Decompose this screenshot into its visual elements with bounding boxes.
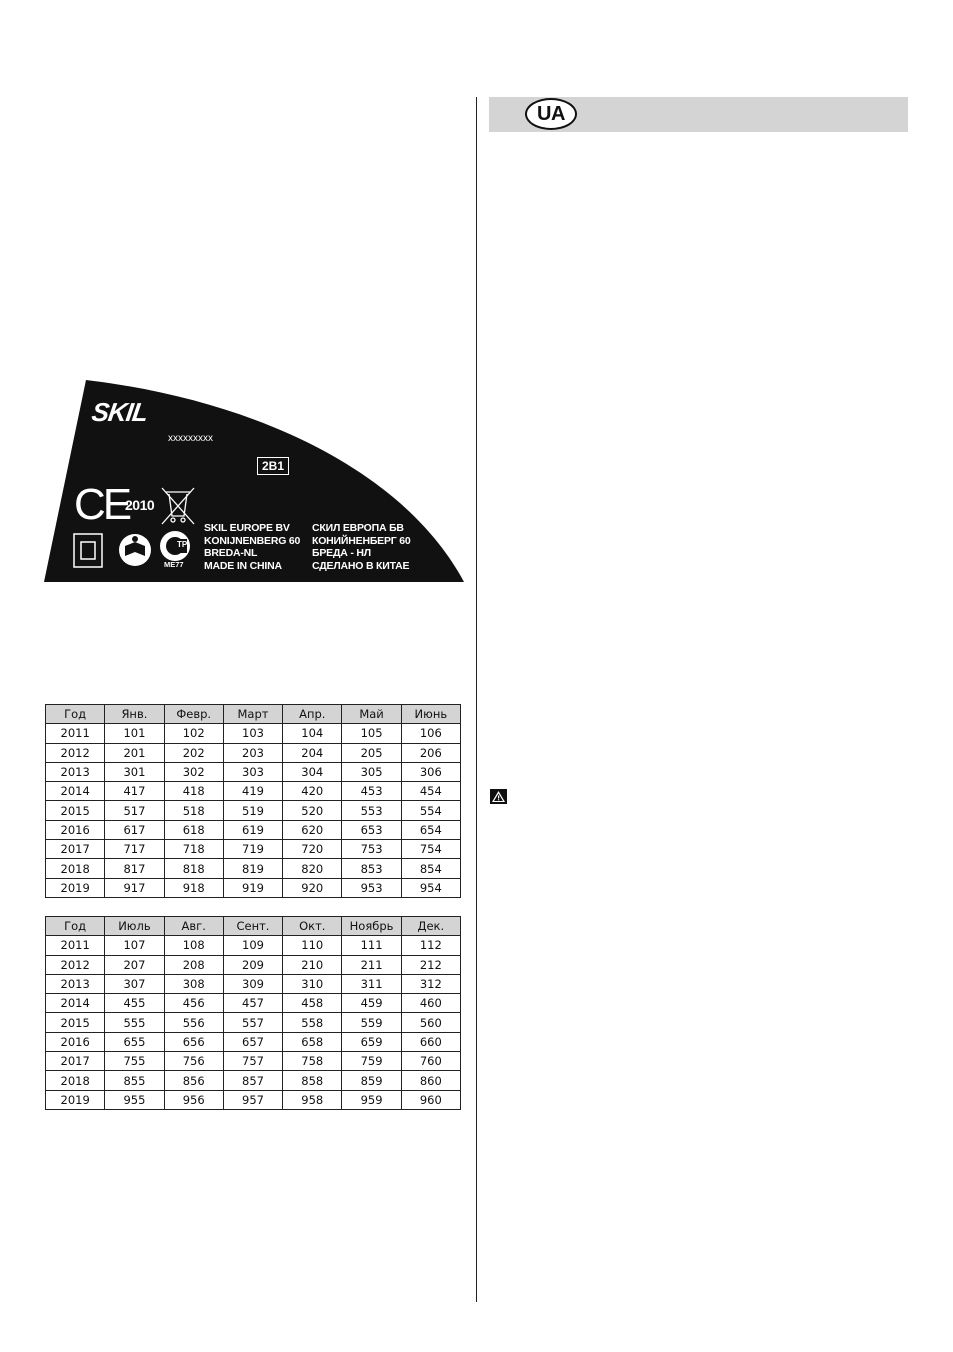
table-row	[46, 994, 461, 1013]
table-cell: 619	[223, 820, 282, 839]
warning-icon	[490, 789, 507, 804]
table-cell: 754	[401, 840, 460, 859]
address-line: KONIJNENBERG 60	[204, 534, 301, 547]
column-header: Ноябрь	[342, 917, 401, 936]
table-cell: 2018	[46, 859, 105, 878]
table-cell: 2014	[46, 782, 105, 801]
brand-logo: SKIL	[89, 397, 150, 427]
table-cell: 957	[223, 1090, 282, 1109]
cert-mark: TP	[177, 540, 188, 549]
table-cell: 956	[164, 1090, 223, 1109]
table-cell: 456	[164, 994, 223, 1013]
table-cell: 919	[223, 878, 282, 897]
table-cell: 954	[401, 878, 460, 897]
table-row	[46, 801, 461, 820]
column-header: Февр.	[164, 705, 223, 724]
address-line: SKIL EUROPE BV	[204, 522, 290, 534]
table-cell: 2019	[46, 878, 105, 897]
table-cell: 756	[164, 1052, 223, 1071]
table-row	[46, 1090, 461, 1109]
column-header: Год	[46, 705, 105, 724]
manufacturer-address-ru	[312, 522, 411, 573]
table-row	[46, 782, 461, 801]
table-cell: 555	[105, 1013, 164, 1032]
table-row	[46, 936, 461, 955]
table-row	[46, 859, 461, 878]
table-cell: 557	[223, 1013, 282, 1032]
table-cell: 960	[401, 1090, 460, 1109]
table-cell: 618	[164, 820, 223, 839]
table-header-row	[46, 705, 461, 724]
language-header-bar	[489, 97, 908, 132]
table-cell: 460	[401, 994, 460, 1013]
address-line: BREDA-NL	[204, 547, 258, 560]
table-cell: 819	[223, 859, 282, 878]
table-cell: 106	[401, 724, 460, 743]
table-cell: 303	[223, 762, 282, 781]
table-cell: 2012	[46, 743, 105, 762]
table-cell: 558	[283, 1013, 342, 1032]
table-cell: 820	[283, 859, 342, 878]
language-badge: UA	[525, 98, 577, 130]
production-date-table-jan-jun	[45, 704, 461, 898]
table-cell: 103	[223, 724, 282, 743]
table-cell: 720	[283, 840, 342, 859]
table-cell: 204	[283, 743, 342, 762]
column-header: Янв.	[105, 705, 164, 724]
table-cell: 304	[283, 762, 342, 781]
table-cell: 654	[401, 820, 460, 839]
column-header: Дек.	[401, 917, 460, 936]
table-cell: 554	[401, 801, 460, 820]
table-cell: 455	[105, 994, 164, 1013]
table-cell: 203	[223, 743, 282, 762]
table-row	[46, 840, 461, 859]
table-cell: 920	[283, 878, 342, 897]
table-cell: 108	[164, 936, 223, 955]
column-divider	[476, 97, 477, 1302]
table-cell: 917	[105, 878, 164, 897]
column-header: Сент.	[223, 917, 282, 936]
model-code: 2B1	[257, 457, 289, 475]
table-cell: 212	[401, 955, 460, 974]
table-cell: 111	[342, 936, 401, 955]
ce-mark: CE	[74, 480, 130, 529]
table-cell: 753	[342, 840, 401, 859]
cert-code: ME77	[164, 560, 184, 569]
table-cell: 2019	[46, 1090, 105, 1109]
table-cell: 310	[283, 974, 342, 993]
table-cell: 201	[105, 743, 164, 762]
table-cell: 209	[223, 955, 282, 974]
table-cell: 860	[401, 1071, 460, 1090]
column-header: Год	[46, 917, 105, 936]
table-cell: 417	[105, 782, 164, 801]
table-row	[46, 1032, 461, 1051]
table-cell: 755	[105, 1052, 164, 1071]
table-cell: 520	[283, 801, 342, 820]
table-row	[46, 724, 461, 743]
table-cell: 107	[105, 936, 164, 955]
table-cell: 955	[105, 1090, 164, 1109]
table-cell: 617	[105, 820, 164, 839]
table-cell: 208	[164, 955, 223, 974]
column-header: Май	[342, 705, 401, 724]
serial-number: xxxxxxxxx	[168, 433, 213, 444]
table-header-row	[46, 917, 461, 936]
table-cell: 301	[105, 762, 164, 781]
table-row	[46, 743, 461, 762]
table-cell: 2014	[46, 994, 105, 1013]
table-cell: 458	[283, 994, 342, 1013]
table-cell: 656	[164, 1032, 223, 1051]
table-cell: 856	[164, 1071, 223, 1090]
table-cell: 2016	[46, 820, 105, 839]
table-cell: 2018	[46, 1071, 105, 1090]
table-cell: 759	[342, 1052, 401, 1071]
table-cell: 653	[342, 820, 401, 839]
table-cell: 418	[164, 782, 223, 801]
table-cell: 308	[164, 974, 223, 993]
table-cell: 2013	[46, 974, 105, 993]
table-cell: 719	[223, 840, 282, 859]
table-cell: 309	[223, 974, 282, 993]
table-cell: 857	[223, 1071, 282, 1090]
table-cell: 959	[342, 1090, 401, 1109]
table-row	[46, 1052, 461, 1071]
table-cell: 758	[283, 1052, 342, 1071]
production-date-table-jul-dec	[45, 916, 461, 1110]
table-cell: 818	[164, 859, 223, 878]
address-line: СДЕЛАНО В КИТАЕ	[312, 560, 410, 573]
address-line: СКИЛ ЕВРОПА БВ	[312, 522, 404, 534]
column-header: Март	[223, 705, 282, 724]
table-row	[46, 1013, 461, 1032]
table-cell: 817	[105, 859, 164, 878]
table-cell: 205	[342, 743, 401, 762]
table-cell: 109	[223, 936, 282, 955]
table-cell: 855	[105, 1071, 164, 1090]
rating-plate	[44, 380, 464, 582]
table-cell: 2017	[46, 840, 105, 859]
table-cell: 2012	[46, 955, 105, 974]
column-header: Июнь	[401, 705, 460, 724]
table-row	[46, 974, 461, 993]
table-cell: 517	[105, 801, 164, 820]
table-cell: 2015	[46, 801, 105, 820]
table-cell: 519	[223, 801, 282, 820]
table-cell: 559	[342, 1013, 401, 1032]
table-cell: 757	[223, 1052, 282, 1071]
column-header: Окт.	[283, 917, 342, 936]
table-cell: 854	[401, 859, 460, 878]
table-cell: 718	[164, 840, 223, 859]
table-cell: 305	[342, 762, 401, 781]
table-cell: 553	[342, 801, 401, 820]
table-cell: 307	[105, 974, 164, 993]
table-cell: 454	[401, 782, 460, 801]
table-cell: 2011	[46, 724, 105, 743]
table-cell: 760	[401, 1052, 460, 1071]
table-cell: 958	[283, 1090, 342, 1109]
table-cell: 453	[342, 782, 401, 801]
table-cell: 620	[283, 820, 342, 839]
table-cell: 2011	[46, 936, 105, 955]
manufacturer-address-en	[204, 522, 300, 573]
table-cell: 112	[401, 936, 460, 955]
table-cell: 110	[283, 936, 342, 955]
table-cell: 302	[164, 762, 223, 781]
table-cell: 660	[401, 1032, 460, 1051]
table-cell: 419	[223, 782, 282, 801]
table-cell: 918	[164, 878, 223, 897]
table-cell: 102	[164, 724, 223, 743]
address-line: БРЕДА - НЛ	[312, 547, 371, 560]
table-cell: 210	[283, 955, 342, 974]
table-cell: 105	[342, 724, 401, 743]
table-cell: 858	[283, 1071, 342, 1090]
table-cell: 206	[401, 743, 460, 762]
table-cell: 655	[105, 1032, 164, 1051]
table-cell: 2015	[46, 1013, 105, 1032]
column-header: Июль	[105, 917, 164, 936]
table-cell: 2016	[46, 1032, 105, 1051]
table-cell: 104	[283, 724, 342, 743]
table-cell: 202	[164, 743, 223, 762]
table-cell: 312	[401, 974, 460, 993]
label-year: 2010	[125, 497, 155, 513]
table-row	[46, 878, 461, 897]
table-cell: 657	[223, 1032, 282, 1051]
address-line: MADE IN CHINA	[204, 560, 282, 573]
table-cell: 859	[342, 1071, 401, 1090]
table-cell: 658	[283, 1032, 342, 1051]
table-cell: 311	[342, 974, 401, 993]
table-cell: 457	[223, 994, 282, 1013]
table-cell: 953	[342, 878, 401, 897]
column-header: Апр.	[283, 705, 342, 724]
table-cell: 659	[342, 1032, 401, 1051]
table-cell: 518	[164, 801, 223, 820]
table-cell: 420	[283, 782, 342, 801]
table-row	[46, 955, 461, 974]
address-line: КОНИЙНЕНБЕРГ 60	[312, 534, 411, 547]
column-header: Авг.	[164, 917, 223, 936]
table-cell: 556	[164, 1013, 223, 1032]
table-cell: 717	[105, 840, 164, 859]
table-cell: 560	[401, 1013, 460, 1032]
table-cell: 2017	[46, 1052, 105, 1071]
table-row	[46, 762, 461, 781]
table-cell: 2013	[46, 762, 105, 781]
table-row	[46, 820, 461, 839]
table-cell: 459	[342, 994, 401, 1013]
table-row	[46, 1071, 461, 1090]
table-cell: 207	[105, 955, 164, 974]
table-cell: 211	[342, 955, 401, 974]
table-cell: 306	[401, 762, 460, 781]
table-cell: 853	[342, 859, 401, 878]
table-cell: 101	[105, 724, 164, 743]
